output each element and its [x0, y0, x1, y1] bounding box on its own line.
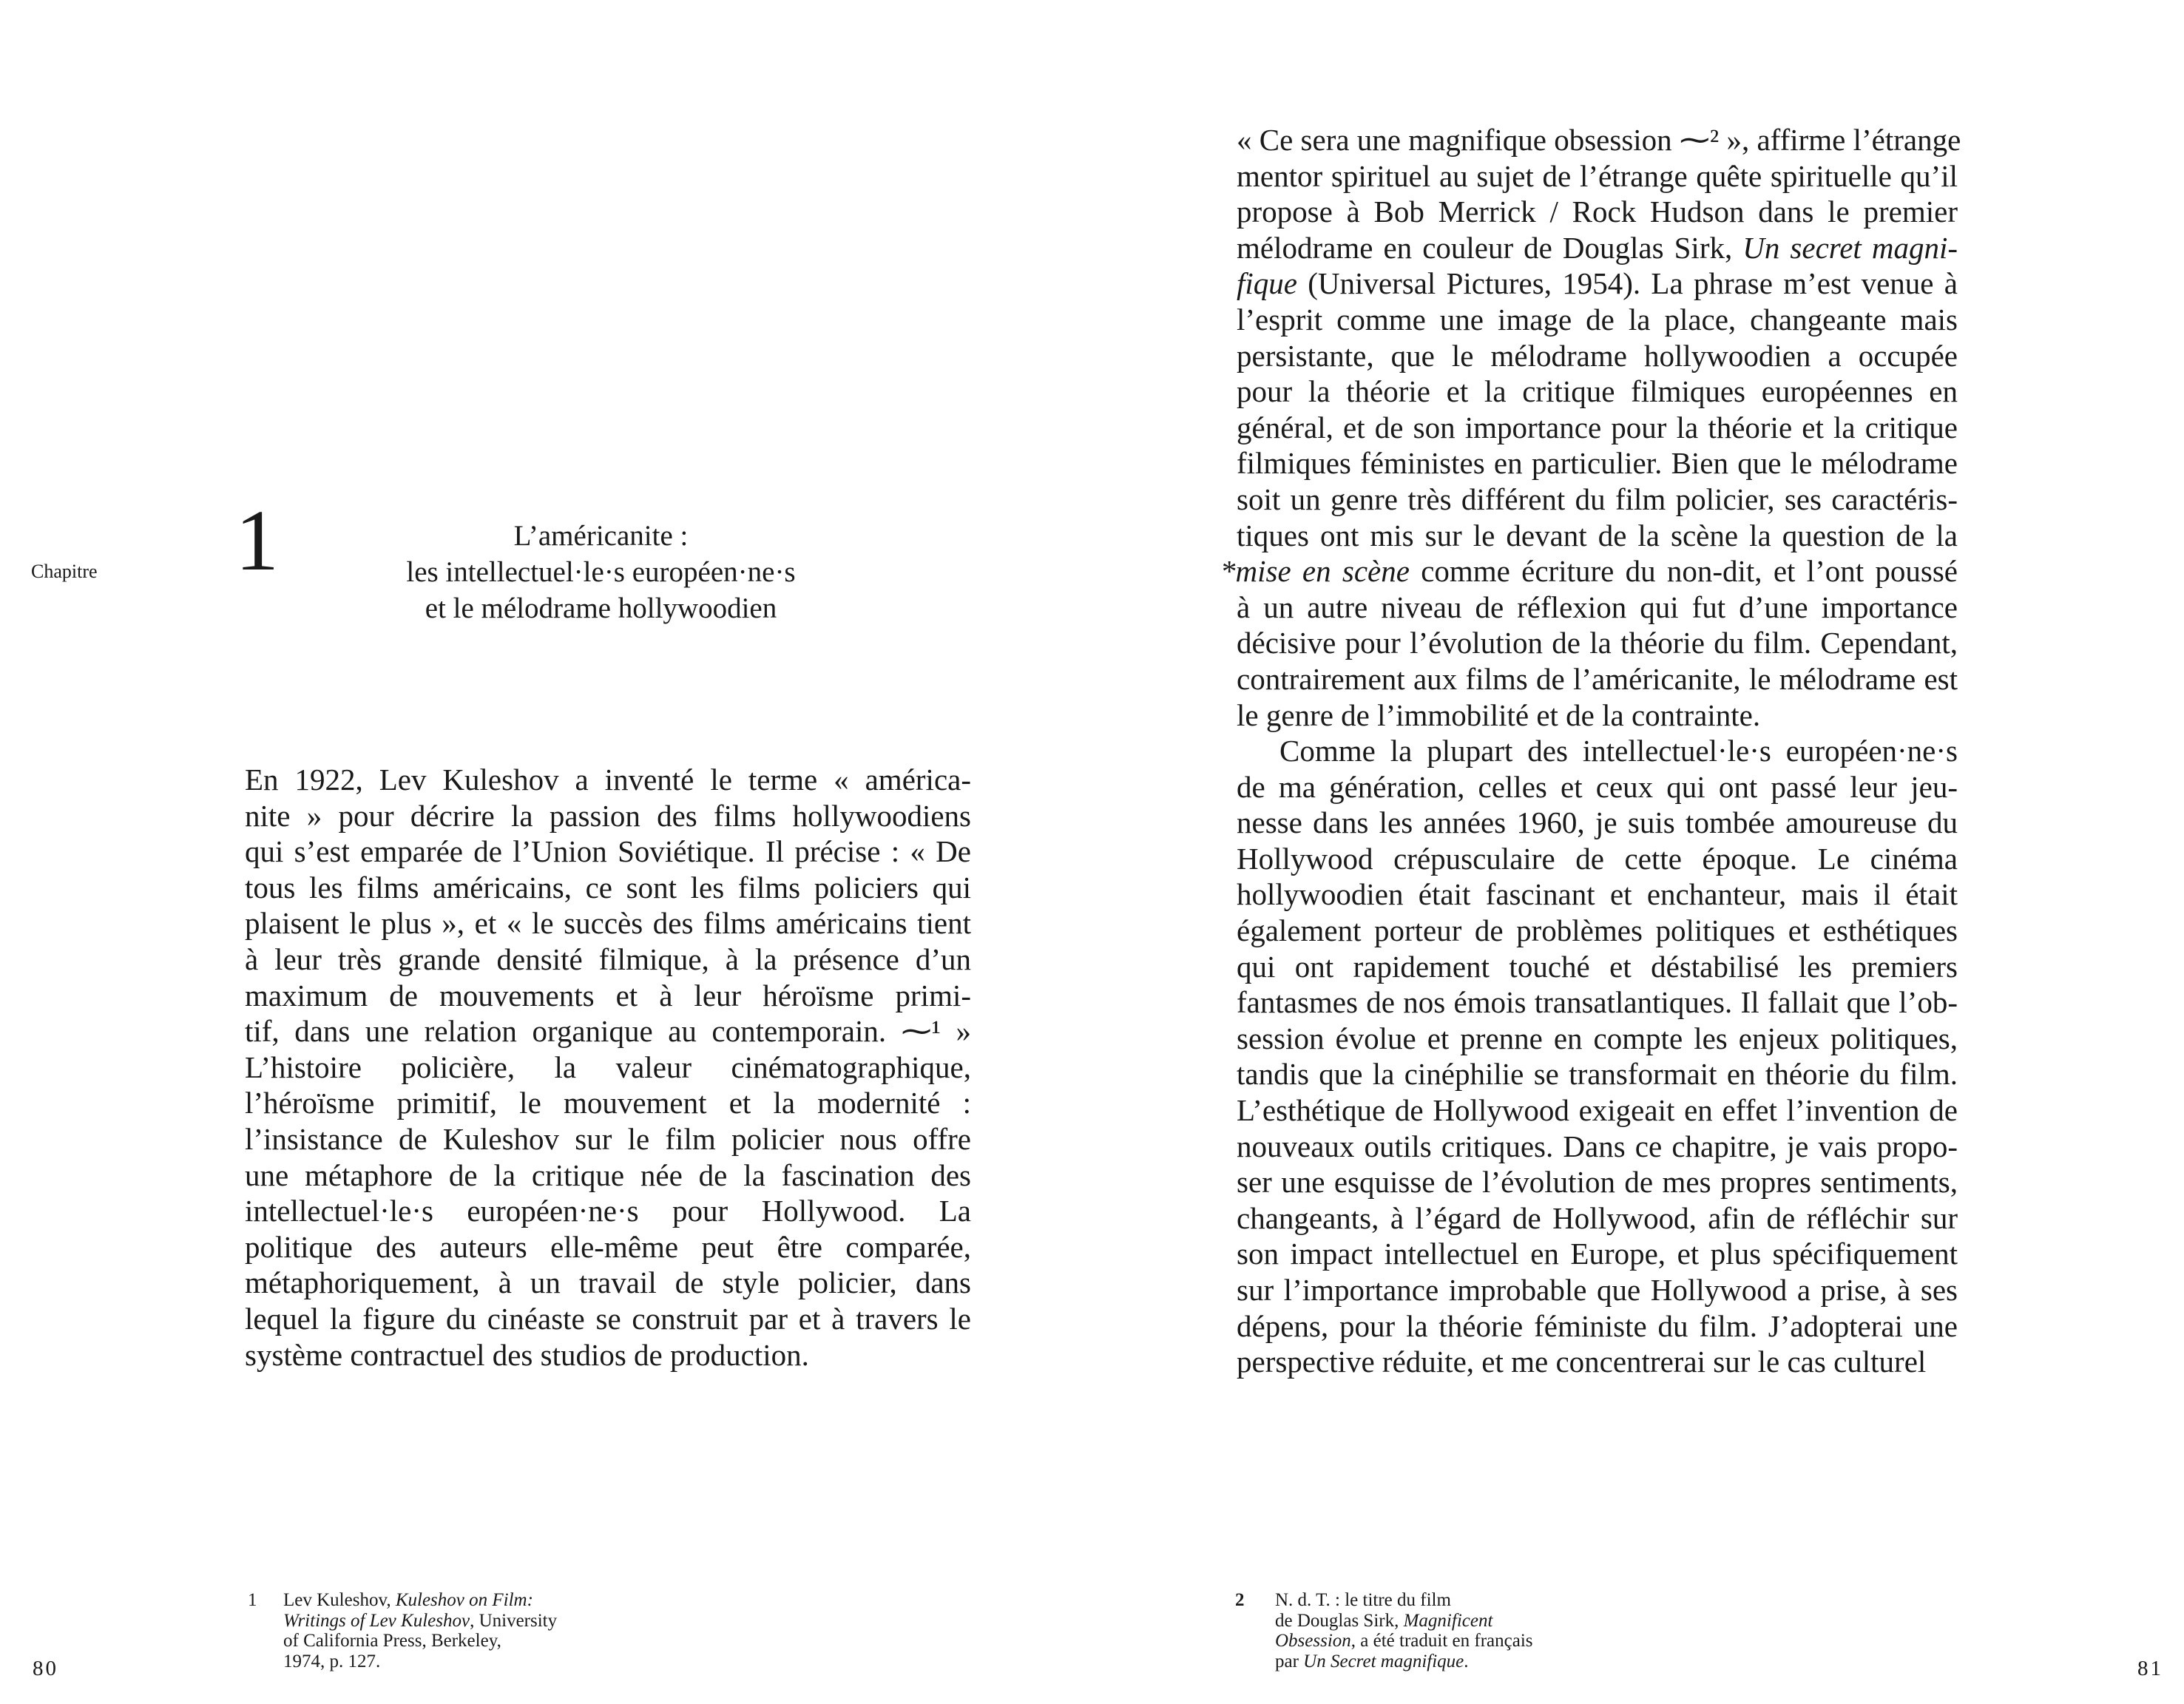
text-line — [283, 1611, 594, 1632]
italic-text: Kuleshov on Film: — [395, 1590, 533, 1610]
text-segment: , a été traduit en français — [1350, 1631, 1533, 1651]
text-line: sur l’importance improbable que Hollywood a prise, à ses — [1237, 1273, 1958, 1307]
chapter-number: 1 — [235, 492, 279, 589]
footnote-1 — [283, 1590, 594, 1671]
body-text-right — [1220, 122, 1961, 1380]
footnote-number: 2 — [1235, 1590, 1245, 1610]
text-segment: par — [1275, 1651, 1304, 1671]
text-line: général, et de son importance pour la théorie et la critique — [1237, 410, 1958, 444]
text-line: dépens, pour la théorie féministe du film. J’adopterai une — [1237, 1308, 1958, 1343]
text-line: maximum de mouvements et à leur héroïsme primi- — [245, 978, 971, 1012]
text-line: En 1922, Lev Kuleshov a inventé le terme « américa- — [245, 763, 971, 797]
text-line: pour la théorie et la critique filmiques européennes en — [1237, 374, 1958, 409]
text-line: qui ont rapidement touché et déstabilisé les premiers — [1237, 949, 1958, 984]
text-line: ser une esquisse de l’évolution de mes propres sentiments, — [1237, 1165, 1958, 1200]
text-line — [1237, 230, 1958, 266]
text-line — [1275, 1611, 1615, 1632]
text-segment: mélodrame en couleur de Douglas Sirk, — [1237, 230, 1743, 265]
text-line — [1237, 266, 1958, 302]
text-line: qui s’est emparée de l’Union Soviétique. Il précise : « De — [245, 834, 971, 869]
text-line: mentor spirituel au sujet de l’étrange quête spirituelle qu’il — [1237, 158, 1958, 193]
text-line: contrairement aux films de l’américanite, le mélodrame est — [1237, 661, 1958, 696]
italic-text: Magnificent — [1403, 1610, 1493, 1631]
text-line: fantasmes de nos émois transatlantiques. Il fallait que l’ob- — [1237, 985, 1958, 1020]
text-line — [283, 1590, 594, 1611]
text-line: une métaphore de la critique née de la fascination des — [245, 1157, 971, 1192]
chapter-title-line: les intellectuel·le·s européen·ne·s — [406, 556, 796, 588]
text-line — [1220, 553, 1958, 589]
italic-text: Obsession — [1275, 1631, 1351, 1651]
text-line: tif, dans une relation organique au contemporain. ⁓¹ » — [245, 1014, 971, 1049]
page-number-right: 81 — [2137, 1657, 2163, 1680]
text-line: l’insistance de Kuleshov sur le film policier nous offre — [245, 1121, 971, 1156]
text-line: persistante, que le mélodrame hollywoodien a occupée — [1237, 338, 1958, 373]
text-line: session évolue et prenne en compte les enjeux politiques, — [1237, 1021, 1958, 1055]
text-line: également porteur de problèmes politiques et esthétiques — [1237, 913, 1958, 948]
text-line: à leur très grande densité filmique, à la présence d’un — [245, 941, 971, 976]
text-line: système contractuel des studios de production. — [245, 1337, 809, 1372]
text-segment: Lev Kuleshov, — [283, 1590, 396, 1610]
footnote-number: 1 — [248, 1590, 257, 1610]
text-line: tous les films américains, ce sont les films policiers qui — [245, 870, 971, 905]
text-line: hollywoodien était fascinant et enchanteur, mais il était — [1237, 877, 1958, 912]
text-line: nesse dans les années 1960, je suis tombée amoureuse du — [1237, 805, 1958, 840]
text-line: intellectuel·le·s européen·ne·s pour Hollywood. La — [245, 1194, 971, 1228]
chapter-label: Chapitre — [31, 561, 98, 582]
text-line: décisive pour l’évolution de la théorie du film. Cependant, — [1237, 626, 1958, 660]
chapter-title-line: et le mélodrame hollywoodien — [425, 592, 777, 624]
italic-text: Un secret magni- — [1742, 230, 1958, 265]
text-line: of California Press, Berkeley, — [283, 1631, 501, 1651]
italic-text: fique — [1237, 266, 1297, 301]
text-line: filmiques féministes en particulier. Bien que le mélodrame — [1237, 446, 1958, 481]
text-segment: comme écriture du non-dit, et l’ont poussé — [1409, 554, 1958, 589]
text-line: nite » pour décrire la passion des films hollywoodiens — [245, 798, 971, 833]
text-segment: , University — [470, 1610, 558, 1631]
italic-text: Un Secret magnifique — [1303, 1651, 1464, 1671]
text-line: soit un genre très différent du film policier, ses caractéris- — [1237, 481, 1958, 516]
body-text-left — [245, 762, 971, 1373]
text-line: L’esthétique de Hollywood exigeait en effet l’invention de — [1237, 1093, 1958, 1128]
text-segment: . — [1464, 1651, 1469, 1671]
text-line: L’histoire policière, la valeur cinématographique, — [245, 1049, 971, 1084]
text-line: le genre de l’immobilité et de la contrainte. — [1237, 697, 1761, 732]
text-line: Comme la plupart des intellectuel·le·s européen·ne·s — [1279, 734, 1958, 768]
text-line: de ma génération, celles et ceux qui ont passé leur jeu- — [1237, 769, 1958, 804]
italic-text: *mise en scène — [1220, 554, 1410, 589]
italic-text: Writings of Lev Kuleshov — [283, 1610, 470, 1631]
text-line: N. d. T. : le titre du film — [1275, 1590, 1451, 1610]
text-line: perspective réduite, et me concentrerai sur le cas culturel — [1237, 1345, 1927, 1379]
text-line: tandis que la cinéphilie se transformait en théorie du film. — [1237, 1057, 1958, 1092]
text-line: nouveaux outils critiques. Dans ce chapitre, je vais propo- — [1237, 1129, 1958, 1163]
text-line: tiques ont mis sur le devant de la scène la question de la — [1237, 518, 1958, 552]
chapter-title-line: L’américanite : — [513, 520, 689, 552]
text-line: « Ce sera une magnifique obsession ⁓² », affirme l’étrange — [1237, 123, 1961, 157]
text-line: changeants, à l’égard de Hollywood, afin de réfléchir sur — [1237, 1200, 1958, 1235]
text-line — [1275, 1651, 1615, 1672]
text-line: plaisent le plus », et « le succès des films américains tient — [245, 906, 971, 941]
text-line: à un autre niveau de réflexion qui fut d’une importance — [1237, 589, 1958, 624]
chapter-title — [362, 518, 839, 626]
text-line: politique des auteurs elle-même peut être comparée, — [245, 1229, 971, 1264]
text-line: Hollywood crépusculaire de cette époque. Le cinéma — [1237, 841, 1958, 876]
text-segment: de Douglas Sirk, — [1275, 1610, 1404, 1631]
text-line — [1275, 1631, 1615, 1651]
text-line: l’héroïsme primitif, le mouvement et la modernité : — [245, 1086, 971, 1120]
text-line: lequel la figure du cinéaste se construit par et à travers le — [245, 1301, 971, 1336]
text-line: 1974, p. 127. — [283, 1651, 381, 1671]
text-line: l’esprit comme une image de la place, changeante mais — [1237, 302, 1958, 337]
page-number-left: 80 — [33, 1657, 58, 1680]
text-line: propose à Bob Merrick / Rock Hudson dans le premier — [1237, 195, 1958, 229]
text-line: son impact intellectuel en Europe, et plus spécifiquement — [1237, 1237, 1958, 1271]
text-segment: (Universal Pictures, 1954). La phrase m’est venue à — [1296, 266, 1958, 301]
text-line: métaphoriquement, à un travail de style policier, dans — [245, 1265, 971, 1300]
footnote-2 — [1275, 1590, 1615, 1671]
